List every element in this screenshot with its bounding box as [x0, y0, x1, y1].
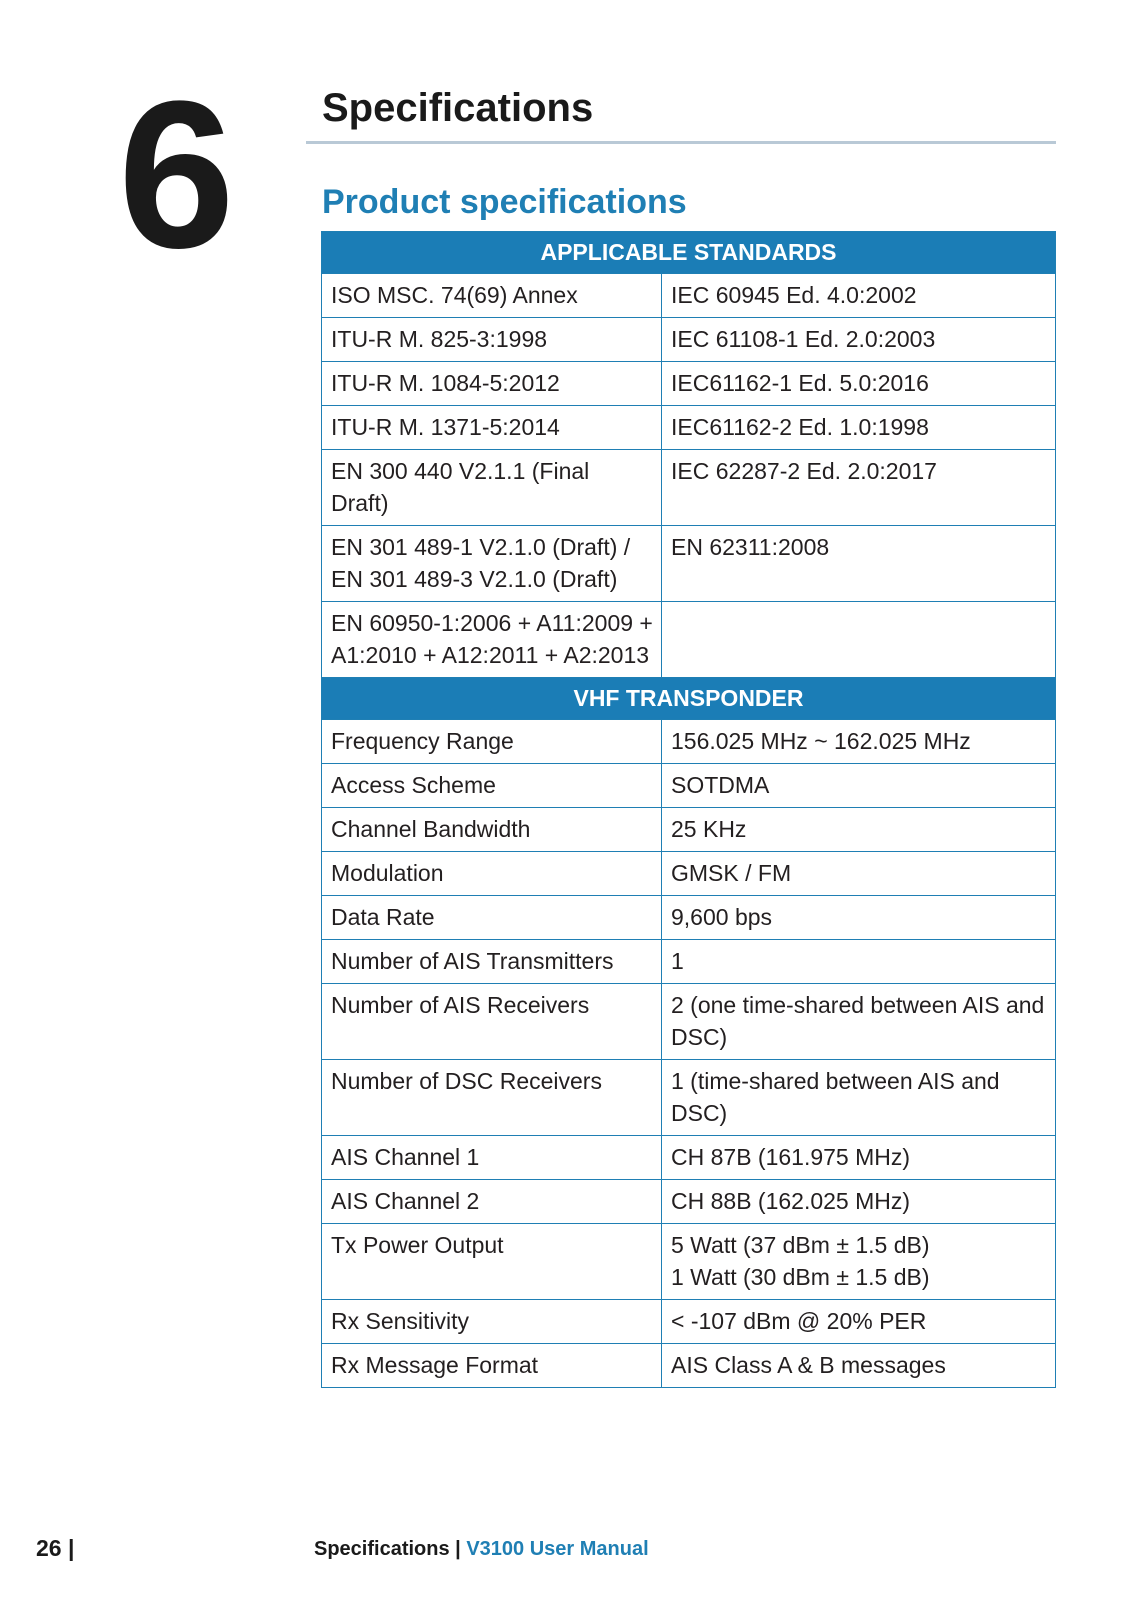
spec-label: Rx Sensitivity: [322, 1300, 662, 1344]
spec-label: AIS Channel 2: [322, 1180, 662, 1224]
standard-left: ISO MSC. 74(69) Annex: [322, 274, 662, 318]
table-row: [322, 362, 1056, 406]
standard-right: IEC 62287-2 Ed. 2.0:2017: [662, 450, 1056, 526]
standards-header: APPLICABLE STANDARDS: [322, 232, 1056, 274]
table-row: [322, 764, 1056, 808]
standard-left: EN 300 440 V2.1.1 (Final Draft): [322, 450, 662, 526]
table-row: [322, 1224, 1056, 1300]
footer-running-title: [314, 1538, 649, 1561]
footer-section: Specifications: [314, 1538, 450, 1560]
table-row: [322, 1344, 1056, 1388]
spec-label: Modulation: [322, 852, 662, 896]
table-row: [322, 602, 1056, 678]
spec-label: Channel Bandwidth: [322, 808, 662, 852]
standard-right: IEC 60945 Ed. 4.0:2002: [662, 274, 1056, 318]
table-row: [322, 450, 1056, 526]
footer-manual-title: V3100 User Manual: [466, 1538, 649, 1560]
table-row: [322, 526, 1056, 602]
spec-label: AIS Channel 1: [322, 1136, 662, 1180]
standard-right: EN 62311:2008: [662, 526, 1056, 602]
spec-value: 25 KHz: [662, 808, 1056, 852]
spec-label: Access Scheme: [322, 764, 662, 808]
table-row: [322, 1060, 1056, 1136]
spec-value: CH 88B (162.025 MHz): [662, 1180, 1056, 1224]
spec-label: Frequency Range: [322, 720, 662, 764]
spec-value: 156.025 MHz ~ 162.025 MHz: [662, 720, 1056, 764]
table-row: [322, 852, 1056, 896]
vhf-header-row: [322, 678, 1056, 720]
spec-value: 1 (time-shared between AIS and DSC): [662, 1060, 1056, 1136]
chapter-title: Specifications: [322, 86, 594, 130]
spec-value: AIS Class A & B messages: [662, 1344, 1056, 1388]
table-row: [322, 406, 1056, 450]
table-row: [322, 940, 1056, 984]
standards-header-row: [322, 232, 1056, 274]
spec-value: SOTDMA: [662, 764, 1056, 808]
table-row: [322, 318, 1056, 362]
standard-left: EN 60950-1:2006 + A11:2009 + A1:2010 + A12:2011 + A2:2013: [322, 602, 662, 678]
chapter-number: 6: [118, 57, 231, 292]
title-rule: [306, 141, 1056, 144]
standard-right: IEC61162-2 Ed. 1.0:1998: [662, 406, 1056, 450]
standard-right: [662, 602, 1056, 678]
spec-value: < -107 dBm @ 20% PER: [662, 1300, 1056, 1344]
table-row: [322, 1300, 1056, 1344]
table-row: [322, 274, 1056, 318]
footer-separator: |: [449, 1538, 467, 1560]
spec-value: 9,600 bps: [662, 896, 1056, 940]
standard-left: EN 301 489-1 V2.1.0 (Draft) / EN 301 489-3 V2.1.0 (Draft): [322, 526, 662, 602]
vhf-header: VHF TRANSPONDER: [322, 678, 1056, 720]
spec-value: CH 87B (161.975 MHz): [662, 1136, 1056, 1180]
spec-label: Number of AIS Transmitters: [322, 940, 662, 984]
spec-label: Data Rate: [322, 896, 662, 940]
section-title: Product specifications: [322, 183, 687, 221]
table-row: [322, 808, 1056, 852]
spec-label: Number of DSC Receivers: [322, 1060, 662, 1136]
spec-label: Rx Message Format: [322, 1344, 662, 1388]
spec-value: GMSK / FM: [662, 852, 1056, 896]
standard-left: ITU-R M. 825-3:1998: [322, 318, 662, 362]
spec-value: 1: [662, 940, 1056, 984]
standard-left: ITU-R M. 1371-5:2014: [322, 406, 662, 450]
spec-label: Number of AIS Receivers: [322, 984, 662, 1060]
standard-right: IEC61162-1 Ed. 5.0:2016: [662, 362, 1056, 406]
table-row: [322, 720, 1056, 764]
page-number: 26 |: [36, 1535, 75, 1561]
table-row: [322, 1180, 1056, 1224]
standard-right: IEC 61108-1 Ed. 2.0:2003: [662, 318, 1056, 362]
spec-label: Tx Power Output: [322, 1224, 662, 1300]
table-row: [322, 896, 1056, 940]
table-row: [322, 1136, 1056, 1180]
spec-value: 5 Watt (37 dBm ± 1.5 dB) 1 Watt (30 dBm ± 1.5 dB): [662, 1224, 1056, 1300]
standard-left: ITU-R M. 1084-5:2012: [322, 362, 662, 406]
table-row: [322, 984, 1056, 1060]
spec-table: [321, 231, 1056, 1388]
spec-value: 2 (one time-shared between AIS and DSC): [662, 984, 1056, 1060]
